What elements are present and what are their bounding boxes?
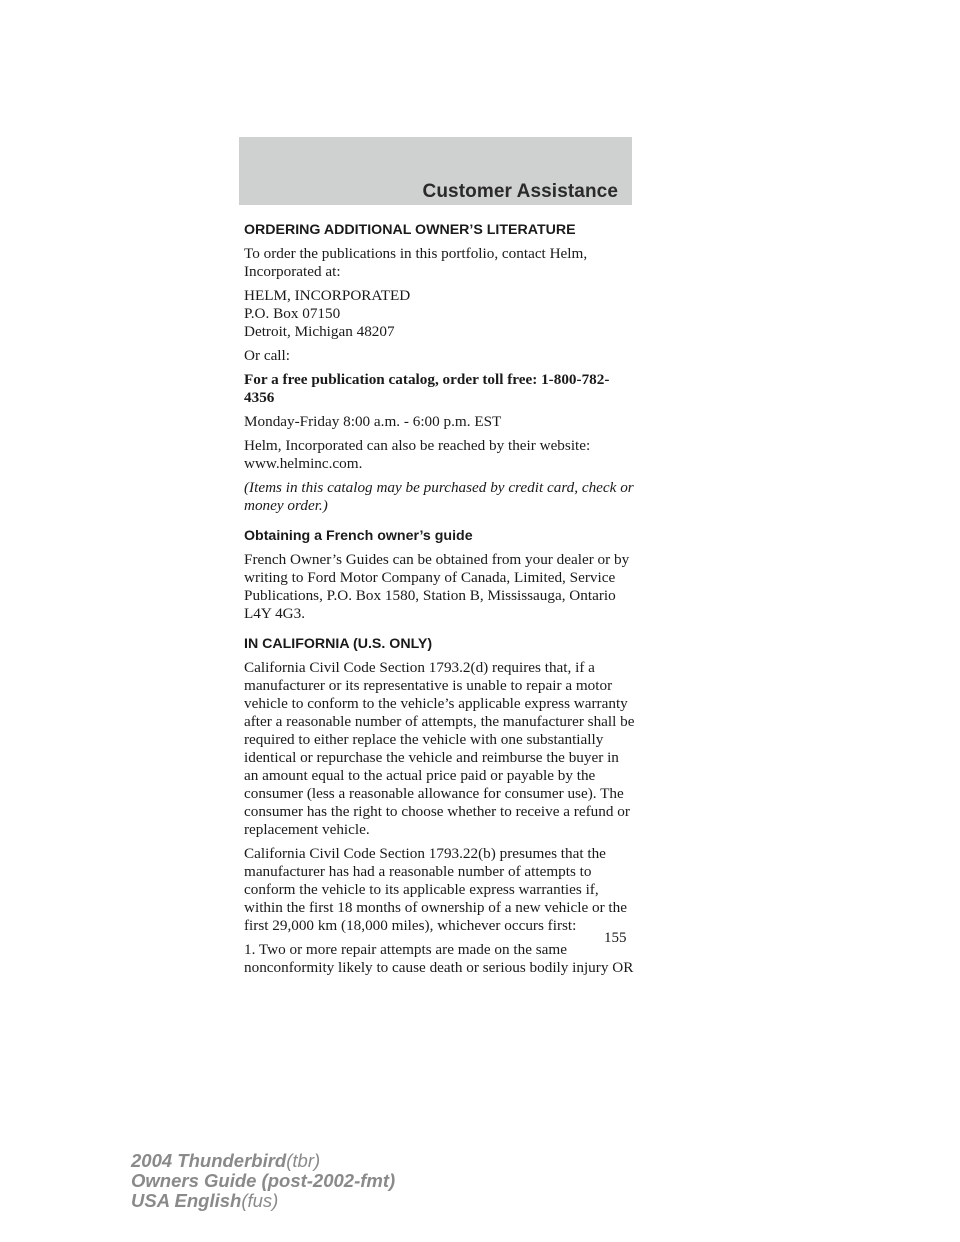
website-text: Helm, Incorporated can also be reached by their website: www.helminc.com. xyxy=(244,437,591,472)
california-paragraph-1: California Civil Code Section 1793.2(d) requires that, if a manufacturer or its representative is unable to repair a motor vehicle to conform to the vehicle’s applicable express warranty after a reasonable number of attempts, the manufacturer shall be required to either replace the vehicle with one substantially identical or repurchase the vehicle and reimburse the buyer in an amount equal to the actual price paid or payable by the consumer (less a reasonable allowance for consumer use). The consumer has the right to choose whether to receive a refund or replacement vehicle. xyxy=(244,659,635,838)
footer-model: 2004 Thunderbird xyxy=(131,1150,287,1171)
document-footer xyxy=(131,1151,395,1211)
footer-language: USA English xyxy=(131,1190,242,1211)
footer-language-code: (fus) xyxy=(241,1190,279,1211)
toll-free-number: For a free publication catalog, order toll free: 1-800-782-4356 xyxy=(244,371,610,406)
footer-model-code: (tbr) xyxy=(286,1150,321,1171)
section-header-band xyxy=(239,137,632,205)
address-line: Detroit, Michigan 48207 xyxy=(244,323,395,340)
address-line: HELM, INCORPORATED xyxy=(244,287,411,304)
business-hours: Monday-Friday 8:00 a.m. - 6:00 p.m. EST xyxy=(244,413,502,430)
california-list-item-1: 1. Two or more repair attempts are made on the same nonconformity likely to cause death or serious bodily injury OR xyxy=(244,941,634,976)
section-title: Customer Assistance xyxy=(422,181,618,202)
heading-california: IN CALIFORNIA (U.S. ONLY) xyxy=(244,636,433,652)
or-call-text: Or call: xyxy=(244,347,290,364)
california-paragraph-2: California Civil Code Section 1793.22(b) presumes that the manufacturer has had a reasonable number of attempts to conform the vehicle to its applicable express warranties if, within the first 18 months of ownership of a new vehicle or the first 29,000 km (18,000 miles), whichever occurs first: xyxy=(244,845,627,934)
address-line: P.O. Box 07150 xyxy=(244,305,341,322)
heading-ordering-literature: ORDERING ADDITIONAL OWNER’S LITERATURE xyxy=(244,222,576,238)
page-number: 155 xyxy=(604,930,627,946)
heading-french-guide: Obtaining a French owner’s guide xyxy=(244,528,473,544)
footer-guide-format: Owners Guide (post-2002-fmt) xyxy=(131,1170,396,1191)
ordering-intro: To order the publications in this portfolio, contact Helm, Incorporated at: xyxy=(244,245,588,280)
payment-note: (Items in this catalog may be purchased by credit card, check or money order.) xyxy=(244,479,634,514)
page-content xyxy=(244,221,636,983)
french-guide-text: French Owner’s Guides can be obtained from your dealer or by writing to Ford Motor Company of Canada, Limited, Service Publications, P.O. Box 1580, Station B, Mississauga, Ontario L4Y 4G3. xyxy=(244,551,630,622)
